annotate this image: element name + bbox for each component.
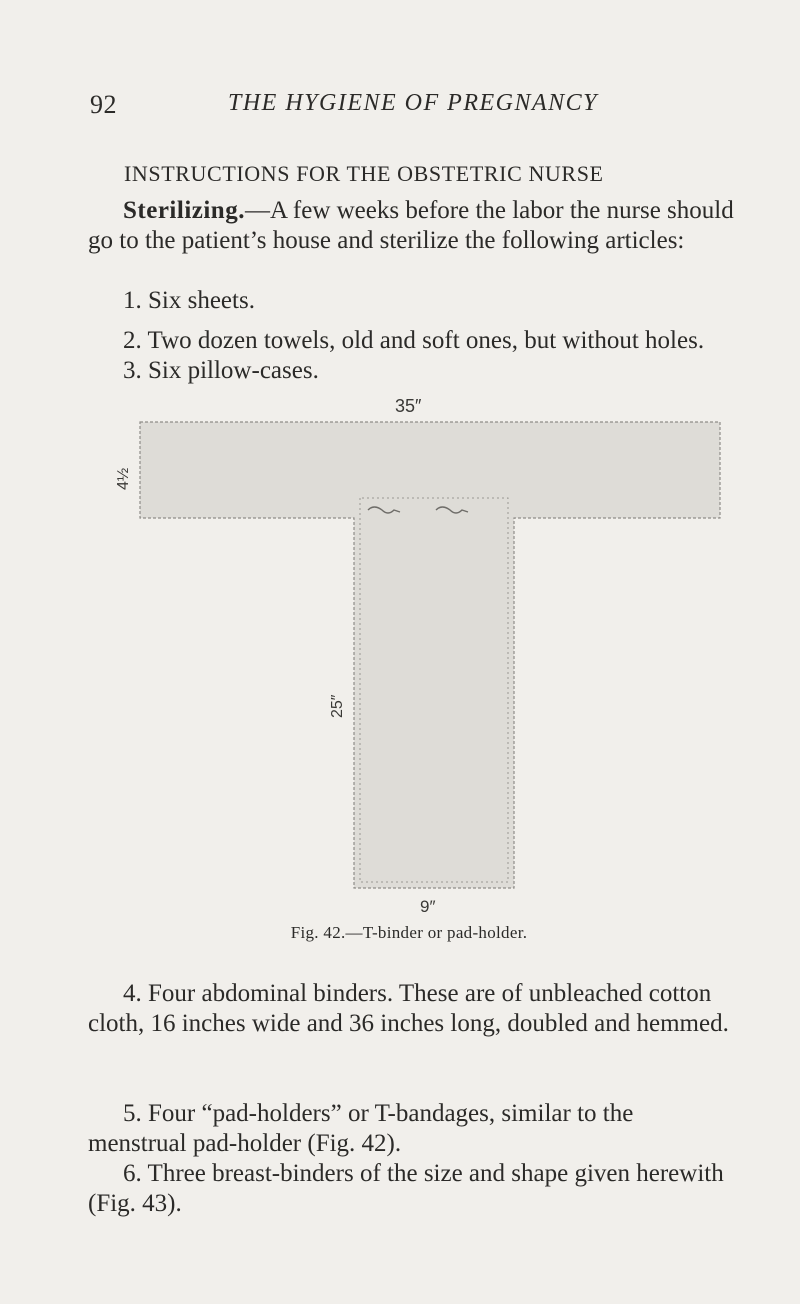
dimension-left-label: 4½: [115, 467, 132, 490]
section-heading: INSTRUCTIONS FOR THE OBSTETRIC NURSE: [124, 161, 604, 186]
t-binder-figure: [115, 396, 740, 916]
figure-caption: Fig. 42.—T-binder or pad-holder.: [290, 923, 528, 942]
intro-text: —A few weeks before the labor the nurse should go to the patient’s house and sterilize the following articles:: [88, 197, 734, 254]
intro-paragraph: [88, 196, 738, 256]
dimension-vertical-label: 25″: [329, 694, 346, 718]
list-item: 5. Four “pad-holders” or T-bandages, similar to the menstrual pad-holder (Fig. 42).: [88, 1100, 634, 1157]
dimension-bottom-label: 9″: [420, 897, 436, 916]
t-binder-band: [140, 422, 720, 888]
list-item: 1. Six sheets.: [123, 287, 255, 314]
list-item: 3. Six pillow-cases.: [123, 357, 319, 384]
run-in-heading: Sterilizing.: [123, 197, 245, 224]
dimension-top-label: 35″: [395, 396, 422, 416]
list-item: 6. Three breast-binders of the size and shape given herewith (Fig. 43).: [88, 1160, 724, 1217]
page-number: 92: [90, 90, 117, 119]
list-item: 2. Two dozen towels, old and soft ones, but without holes.: [123, 327, 705, 354]
list-item: 4. Four abdominal binders. These are of unbleached cotton cloth, 16 inches wide and 36 inches long, doubled and hemmed.: [88, 980, 729, 1037]
running-head: THE HYGIENE OF PREGNANCY: [228, 90, 599, 116]
